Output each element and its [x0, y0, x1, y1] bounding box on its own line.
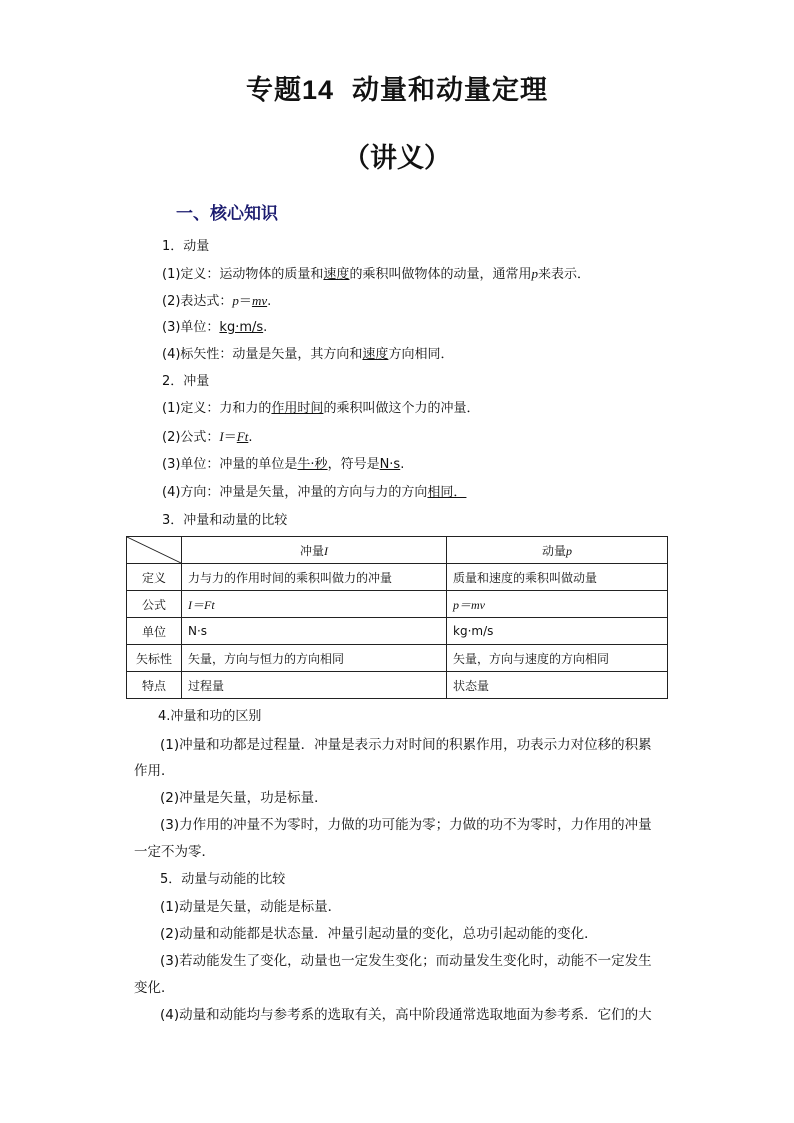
diagonal-line [127, 537, 181, 563]
title-prefix: 专题 [245, 75, 302, 106]
table-cell: p＝mv [447, 591, 668, 618]
item-heading-impulse-vs-work: 4.冲量和功的区别 [158, 709, 262, 724]
table-header-row [127, 537, 668, 564]
paragraph: (1)冲量和功都是过程量．冲量是表示力对时间的积累作用，功表示力对位移的积累 [160, 737, 652, 753]
title-text: 动量和动量定理 [352, 75, 549, 106]
paragraph-continued: 变化． [134, 980, 175, 996]
page-subtitle: （讲义） [343, 143, 451, 174]
item-heading-comparison: 3．冲量和动量的比较 [162, 513, 288, 528]
paragraph-continued: 作用． [134, 763, 175, 779]
paragraph: (1)动量是矢量，动能是标量． [160, 899, 342, 915]
momentum-unit: (3)单位：kg·m/s. [162, 320, 268, 335]
section-heading-core-knowledge: 一、核心知识 [176, 204, 278, 224]
table-row [127, 564, 668, 591]
row-label: 特点 [127, 672, 182, 699]
table-header-momentum: 动量p [447, 537, 668, 564]
page-title [0, 68, 794, 107]
table-row [127, 672, 668, 699]
item-heading-momentum: 1．动量 [162, 239, 210, 254]
impulse-unit: (3)单位：冲量的单位是牛·秒，符号是N·s. [162, 457, 405, 472]
table-row [127, 618, 668, 645]
table-cell: I＝Ft [182, 591, 447, 618]
item-heading-momentum-vs-kinetic-energy: 5．动量与动能的比较 [160, 872, 286, 887]
comparison-table [126, 536, 668, 699]
momentum-definition: (1)定义：运动物体的质量和速度的乘积叫做物体的动量，通常用p来表示． [162, 266, 590, 282]
impulse-direction: (4)方向：冲量是矢量，冲量的方向与力的方向相同． [162, 485, 467, 500]
table-cell: 质量和速度的乘积叫做动量 [447, 564, 668, 591]
row-label: 公式 [127, 591, 182, 618]
momentum-vector: (4)标矢性：动量是矢量，其方向和速度方向相同． [162, 347, 454, 362]
table-cell: 力与力的作用时间的乘积叫做力的冲量 [182, 564, 447, 591]
impulse-definition: (1)定义：力和力的作用时间的乘积叫做这个力的冲量． [162, 401, 480, 416]
row-label: 定义 [127, 564, 182, 591]
table-row [127, 591, 668, 618]
momentum-expression: (2)表达式：p＝mv. [162, 293, 272, 309]
paragraph-continued: 一定不为零． [134, 844, 215, 860]
paragraph: (3)若动能发生了变化，动量也一定发生变化；而动量发生变化时，动能不一定发生 [160, 953, 652, 969]
paragraph: (4)动量和动能均与参考系的选取有关，高中阶段通常选取地面为参考系．它们的大 [160, 1007, 652, 1023]
paragraph: (2)冲量是矢量，功是标量． [160, 790, 328, 806]
impulse-formula: (2)公式：I＝Ft. [162, 429, 253, 445]
table-cell: 矢量，方向与速度的方向相同 [447, 645, 668, 672]
table-row [127, 645, 668, 672]
row-label: 单位 [127, 618, 182, 645]
table-cell: kg·m/s [447, 618, 668, 645]
table-cell: N·s [182, 618, 447, 645]
title-number: 14 [301, 75, 335, 105]
paragraph: (3)力作用的冲量不为零时，力做的功可能为零；力做的功不为零时，力作用的冲量 [160, 817, 652, 833]
item-heading-impulse: 2．冲量 [162, 374, 210, 389]
table-cell: 矢量，方向与恒力的方向相同 [182, 645, 447, 672]
table-cell: 状态量 [447, 672, 668, 699]
table-corner-cell [127, 537, 182, 564]
paragraph: (2)动量和动能都是状态量．冲量引起动量的变化，总功引起动能的变化． [160, 926, 598, 942]
row-label: 矢标性 [127, 645, 182, 672]
table-header-impulse: 冲量I [182, 537, 447, 564]
table-cell: 过程量 [182, 672, 447, 699]
